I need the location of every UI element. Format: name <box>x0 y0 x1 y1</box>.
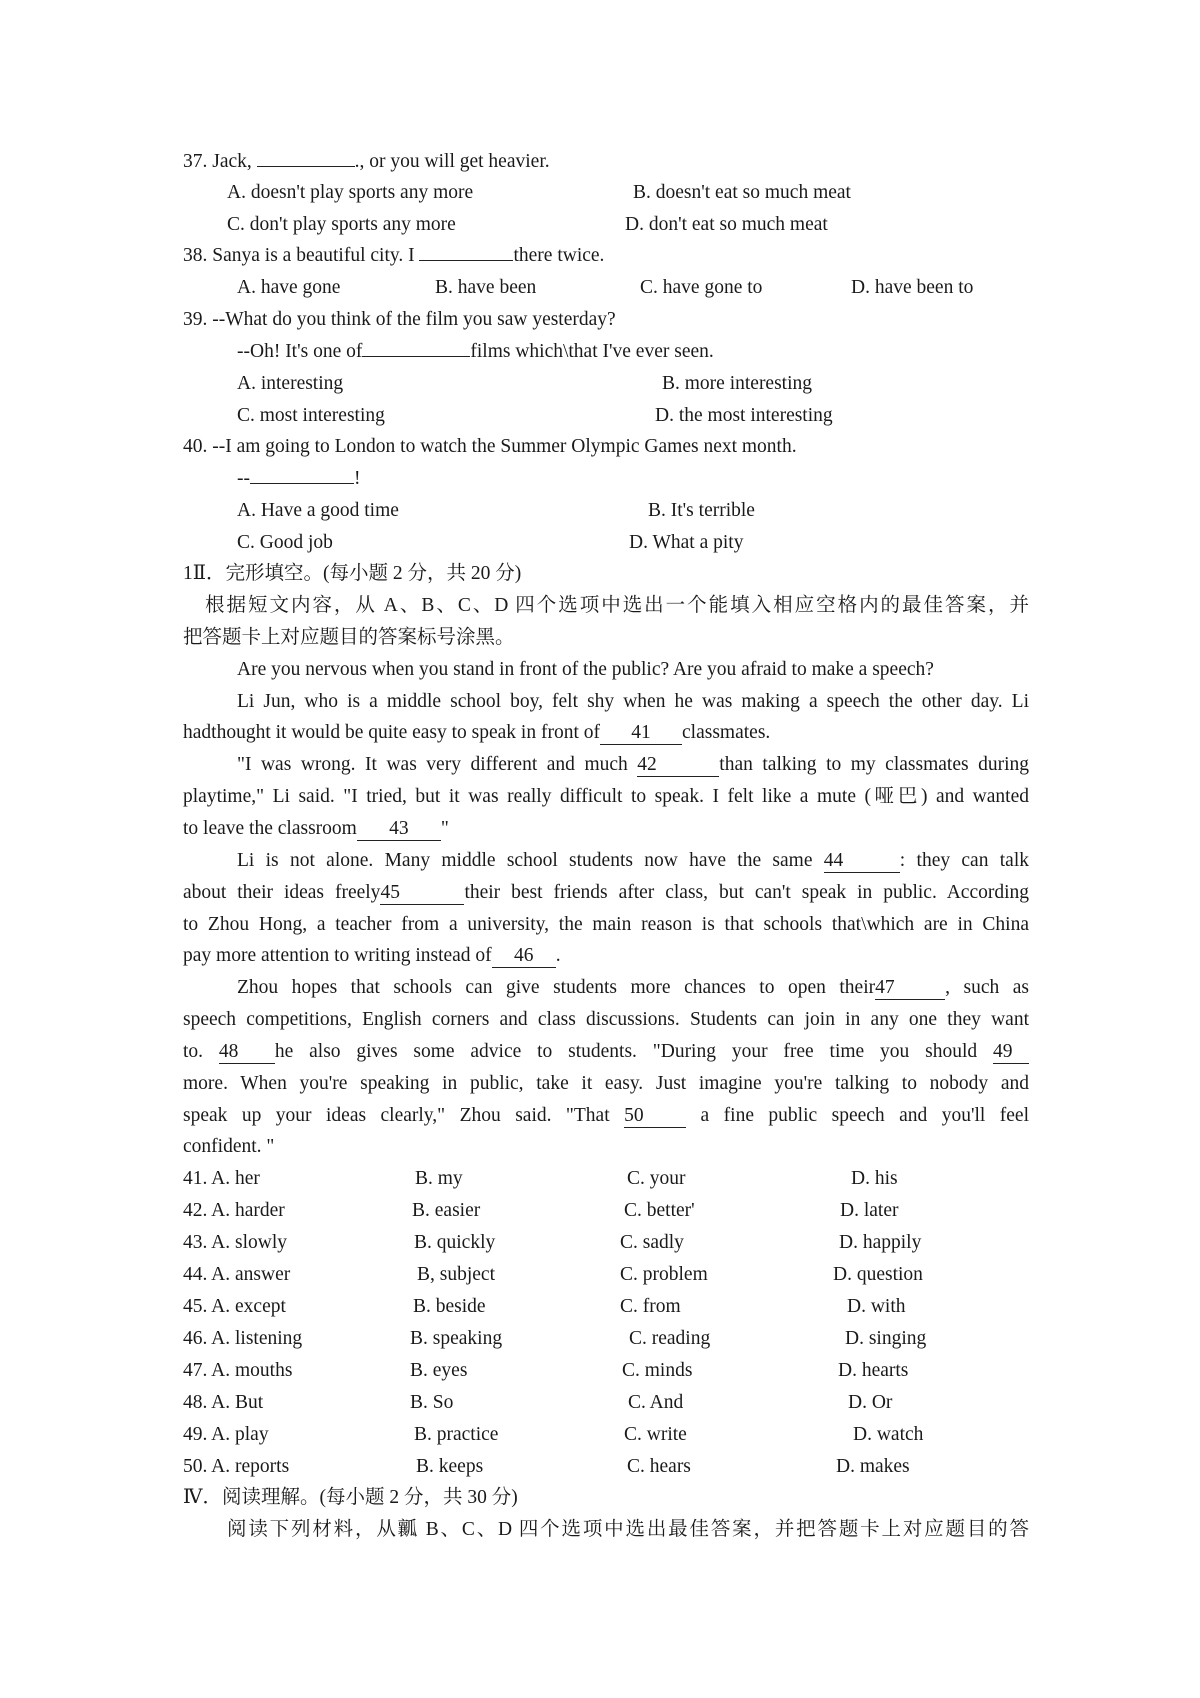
choice-45-b: B. beside <box>413 1296 486 1317</box>
choice-49-c: C. write <box>624 1424 687 1445</box>
option-38-c: C. have gone to <box>640 277 763 298</box>
choice-43-b: B. quickly <box>414 1232 496 1253</box>
section-4-instructions: 阅读下列材料，从瓤 B、C、D 四个选项中选出最佳答案，并把答题卡上对应题目的答 <box>227 1519 1029 1540</box>
passage-line: speech competitions, English corners and class discussions. Students can join in any one they want <box>183 1009 1029 1030</box>
choice-45-c: C. from <box>620 1296 681 1317</box>
option-38-a: A. have gone <box>237 277 341 298</box>
question-39: 39. --What do you think of the film you saw yesterday? <box>183 309 616 330</box>
choice-44-a: 44. A. answer <box>183 1264 291 1285</box>
choice-41-c: C. your <box>627 1168 686 1189</box>
choice-46-b: B. speaking <box>410 1328 503 1349</box>
question-38: 38. Sanya is a beautiful city. I there twice. <box>183 245 605 266</box>
answer-blank-38 <box>419 260 513 261</box>
cloze-blank-47: 47 <box>875 977 945 1000</box>
option-39-d: D. the most interesting <box>655 405 833 426</box>
question-40: 40. --I am going to London to watch the Summer Olympic Games next month. <box>183 436 797 457</box>
answer-blank-40 <box>250 483 354 484</box>
passage-paragraph-1: Are you nervous when you stand in front of the public? Are you afraid to make a speech? <box>237 659 934 680</box>
passage-line: hadthought it would be quite easy to speak in front of 41 classmates. <box>183 722 771 743</box>
choice-50-d: D. makes <box>836 1456 910 1477</box>
choice-46-c: C. reading <box>629 1328 711 1349</box>
cloze-blank-43: 43 <box>357 818 441 841</box>
cloze-blank-41: 41 <box>600 722 682 745</box>
passage-paragraph-4: Li is not alone. Many middle school students now have the same 44 : they can talk <box>237 850 1030 871</box>
passage-paragraph-3: "I was wrong. It was very different and much 42 than talking to my classmates during <box>237 754 1030 775</box>
choice-48-a: 48. A. But <box>183 1392 264 1413</box>
option-39-a: A. interesting <box>237 373 344 394</box>
passage-paragraph-5: Zhou hopes that schools can give students more chances to open their47 , such as <box>237 977 1029 998</box>
option-37-b: B. doesn't eat so much meat <box>633 182 851 203</box>
passage-line: to. 48 he also gives some advice to students. "During your free time you should 49 <box>183 1037 1029 1067</box>
cloze-blank-50: 50 <box>624 1105 686 1128</box>
choice-50-c: C. hears <box>627 1456 691 1477</box>
passage-line: about their ideas freely45 their best friends after class, but can't speak in public. According <box>183 882 1030 903</box>
choice-42-d: D. later <box>840 1200 899 1221</box>
choice-41-d: D. his <box>851 1168 898 1189</box>
choice-46-d: D. singing <box>845 1328 927 1349</box>
choice-41-b: B. my <box>415 1168 463 1189</box>
option-38-d: D. have been to <box>851 277 974 298</box>
choice-43-c: C. sadly <box>620 1232 684 1253</box>
passage-line: more. When you're speaking in public, take it easy. Just imagine you're talking to nobody and <box>183 1073 1029 1094</box>
section-3-heading: 1Ⅱ．完形填空。(每小题 2 分，共 20 分) <box>183 563 522 584</box>
cloze-blank-48: 48 <box>219 1041 275 1064</box>
cloze-blank-49: 49 <box>993 1041 1029 1064</box>
option-38-b: B. have been <box>435 277 537 298</box>
choice-43-a: 43. A. slowly <box>183 1232 288 1253</box>
option-37-d: D. don't eat so much meat <box>625 214 828 235</box>
passage-line: to Zhou Hong, a teacher from a university, the main reason is that schools that\which are in China <box>183 914 1029 935</box>
section-4-heading: Ⅳ．阅读理解。(每小题 2 分，共 30 分) <box>183 1487 518 1508</box>
answer-blank-37 <box>257 166 355 167</box>
question-37: 37. Jack, ., or you will get heavier. <box>183 151 550 172</box>
cloze-blank-44: 44 <box>824 850 900 873</box>
choice-49-d: D. watch <box>853 1424 924 1445</box>
choice-47-c: C. minds <box>622 1360 693 1381</box>
choice-48-d: D. Or <box>848 1392 893 1413</box>
choice-43-d: D. happily <box>839 1232 922 1253</box>
passage-line: speak up your ideas clearly," Zhou said. "That 50 a fine public speech and you'll feel <box>183 1105 1030 1126</box>
passage-line: confident. " <box>183 1136 275 1157</box>
option-39-b: B. more interesting <box>662 373 813 394</box>
choice-44-d: D. question <box>833 1264 923 1285</box>
choice-46-a: 46. A. listening <box>183 1328 303 1349</box>
choice-49-a: 49. A. play <box>183 1424 269 1445</box>
choice-50-b: B. keeps <box>416 1456 484 1477</box>
answer-blank-39 <box>362 356 470 357</box>
passage-paragraph-2: Li Jun, who is a middle school boy, felt shy when he was making a speech the other day. Li <box>237 691 1029 712</box>
cloze-blank-42: 42 <box>637 754 719 777</box>
option-39-c: C. most interesting <box>237 405 385 426</box>
option-37-c: C. don't play sports any more <box>227 214 456 235</box>
choice-48-c: C. And <box>628 1392 684 1413</box>
section-3-instructions-cont: 把答题卡上对应题目的答案标号涂黑。 <box>183 627 515 648</box>
cloze-blank-45: 45 <box>380 882 464 905</box>
option-40-b: B. It's terrible <box>648 500 755 521</box>
choice-41-a: 41. A. her <box>183 1168 260 1189</box>
choice-49-b: B. practice <box>414 1424 499 1445</box>
choice-47-a: 47. A. mouths <box>183 1360 293 1381</box>
choice-50-a: 50. A. reports <box>183 1456 290 1477</box>
option-40-a: A. Have a good time <box>237 500 399 521</box>
cloze-blank-46: 46 <box>492 945 556 968</box>
choice-47-d: D. hearts <box>838 1360 909 1381</box>
choice-42-a: 42. A. harder <box>183 1200 285 1221</box>
passage-line: pay more attention to writing instead of 46 . <box>183 945 561 966</box>
option-37-a: A. doesn't play sports any more <box>227 182 474 203</box>
choice-45-d: D. with <box>847 1296 906 1317</box>
choice-44-c: C. problem <box>620 1264 708 1285</box>
choice-42-b: B. easier <box>412 1200 481 1221</box>
question-39-response: --Oh! It's one of films which\that I've ever seen. <box>237 341 714 362</box>
passage-line: playtime," Li said. "I tried, but it was really difficult to speak. I felt like a mute (哑巴) and wanted <box>183 786 1029 807</box>
option-40-c: C. Good job <box>237 532 333 553</box>
choice-45-a: 45. A. except <box>183 1296 286 1317</box>
choice-48-b: B. So <box>410 1392 454 1413</box>
choice-47-b: B. eyes <box>410 1360 468 1381</box>
passage-line: to leave the classroom 43 " <box>183 818 449 839</box>
section-3-instructions: 根据短文内容，从 A、B、C、D 四个选项中选出一个能填入相应空格内的最佳答案，并 <box>205 595 1029 616</box>
option-40-d: D. What a pity <box>629 532 744 553</box>
question-40-response: -- ! <box>237 468 361 489</box>
choice-44-b: B, subject <box>417 1264 495 1285</box>
choice-42-c: C. better' <box>624 1200 695 1221</box>
